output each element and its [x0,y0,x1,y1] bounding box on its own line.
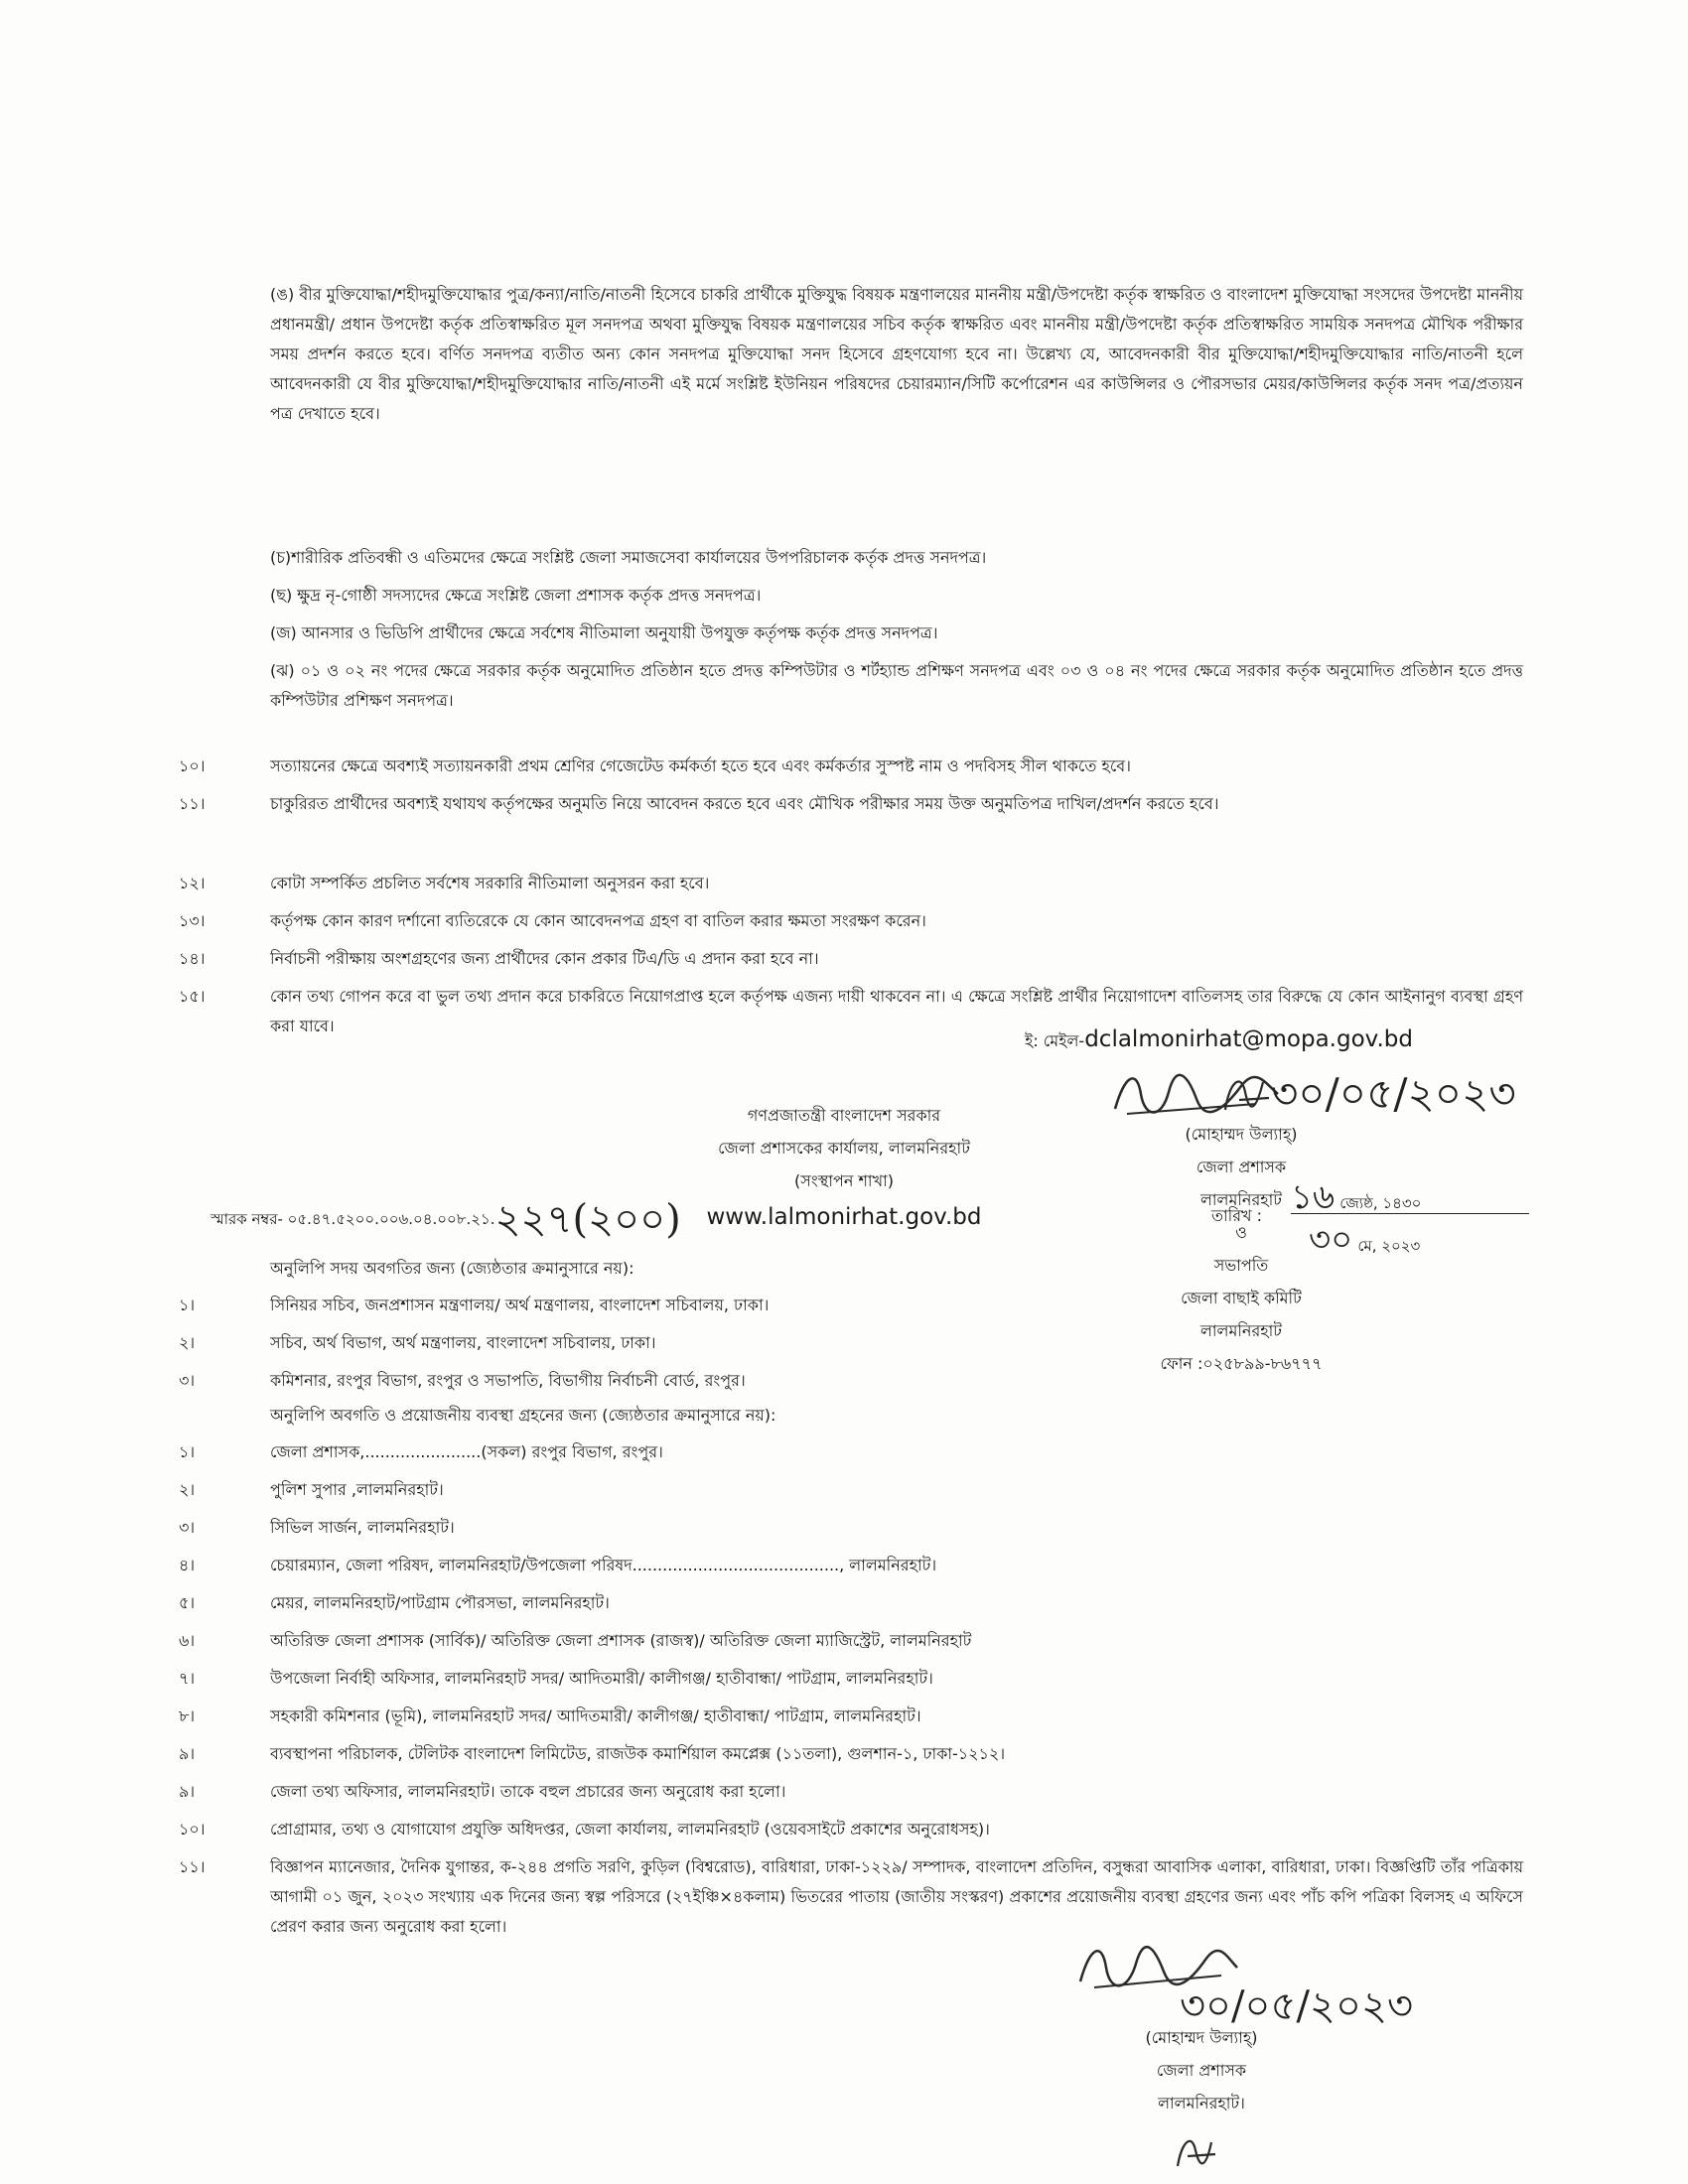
item-text: অতিরিক্ত জেলা প্রশাসক (সার্বিক)/ অতিরিক্ত জেলা প্রশাসক (রাজস্ব)/ অতিরিক্ত জেলা ম্যাজিস্ট্রেট, লালমনিরহাট [270,1631,972,1650]
item-text: সহকারী কমিশনার (ভূমি), লালমনিরহাট সদর/ আদিতমারী/ কালীগঞ্জ/ হাতীবান্ধা/ পাটগ্রাম, লালমনিরহাট। [270,1706,921,1725]
item-number: ১৫। [179,987,206,1006]
signature-handwritten-date: ৩০/০৫/২০২৩ [1271,1069,1516,1118]
item-text: নির্বাচনী পরীক্ষায় অংশগ্রহণের জন্য প্রার্থীদের কোন প্রকার টিএ/ডি এ প্রদান করা হবে না। [270,949,819,968]
office-website: www.lalmonirhat.gov.bd [706,1204,982,1230]
signatory-committee: জেলা বাছাই কমিটি [1181,1289,1302,1307]
item-text: চাকুরিরত প্রার্থীদের অবশ্যই যথাযথ কর্তৃপক্ষের অনুমতি নিয়ে আবেদন করতে হবে এবং মৌখিক পরীক্ষার সময় উক্ত অনুমতিপত্র দাখিল/প্রদর্শন করতে হবে। [270,794,1219,813]
clause-nya: (ঝ) ০১ ও ০২ নং পদের ক্ষেত্রে সরকার কর্তৃক অনুমোদিত প্রতিষ্ঠান হতে প্রদত্ত কম্পিউটার ও শর্টহ্যান্ড প্রশিক্ষণ সনদপত্র এবং ০৩ ও ০৪ নং পদের ক্ষেত্রে সরকার কর্তৃক অনুমোদিত প্রতিষ্ঠান হতে প্রদত্ত কম্পিউটার প্রশিক্ষণ সনদপত্র। [270,661,1523,710]
office-section: (সংস্থাপন শাখা) [794,1171,894,1190]
item-number: ৩। [179,1518,196,1537]
item-number: ১৪। [179,949,206,968]
date-en-day: ৩০ [1309,1220,1353,1260]
govt-name: গণপ্রজাতন্ত্রী বাংলাদেশ সরকার [747,1106,941,1125]
signatory-conjunction: ও [1235,1223,1247,1242]
item-text: কর্তৃপক্ষ কোন কারণ দর্শানো ব্যতিরেকে যে কোন আবেদনপত্র গ্রহণ বা বাতিল করার ক্ষমতা সংরক্ষণ করেন। [270,911,926,930]
date-bn-month: জ্যেষ্ঠ, ১৪৩০ [1339,1194,1422,1212]
clause-ja: (ছ) ক্ষুদ্র নৃ-গোষ্ঠী সদস্যদের ক্ষেত্রে সংশ্লিষ্ট জেলা প্রশাসক কর্তৃক প্রদত্ত সনদপত্র। [270,586,762,605]
email-line [1025,1020,1561,1061]
item-number: ২। [179,1333,196,1352]
signatory-phone: ফোন :০২৫৮৯৯-৮৬৭৭৭ [1160,1354,1323,1373]
signatory-name: (মোহাম্মদ উল্যাহ্) [1185,1125,1298,1144]
item-text: মেয়র, লালমনিরহাট/পাটগ্রাম পৌরসভা, লালমনিরহাট। [270,1593,610,1612]
date-block [1291,1171,1529,1260]
item-text: জেলা প্রশাসক,.......................(সকল) রংপুর বিভাগ, রংপুর। [270,1442,663,1461]
item-text: কমিশনার, রংপুর বিভাগ, রংপুর ও সভাপতি, বিভাগীয় নির্বাচনী বোর্ড, রংপুর। [270,1371,746,1390]
date-label: তারিখ : [1211,1206,1263,1225]
email-label: ই: মেইল- [1025,1031,1085,1050]
item-text: কোন তথ্য গোপন করে বা ভুল তথ্য প্রদান করে চাকরিতে নিয়োগপ্রাপ্ত হলে কর্তৃপক্ষ এজন্য দায়ী থাকবেন না। এ ক্ষেত্রে সংশ্লিষ্ট প্রার্থীর নিয়োগাদেশ বাতিলসহ তার বিরুদ্ধে যে কোন আইনানুগ ব্যবস্থা গ্রহণ করা যাবে। [270,987,1523,1035]
signatory-district-2: লালমনিরহাট। [1158,2094,1245,2113]
item-text: বিজ্ঞাপন ম্যানেজার, দৈনিক যুগান্তর, ক-২৪৪ প্রগতি সরণি, কুড়িল (বিশ্বরোড), বারিধারা, ঢাকা-১২২৯/ সম্পাদক, বাংলাদেশ প্রতিদিন, বসুন্ধরা আবাসিক এলাকা, বারিধারা, ঢাকা। বিজ্ঞপ্তিটি তাঁর পত্রিকায় আগামী ০১ জুন, ২০২৩ সংখ্যায় এক দিনের জন্য স্বল্প পরিসরে (২৭ইঞ্চি×৪কলাম) ভিতরের পাতায় (জাতীয় সংস্করণ) প্রকাশের প্রয়োজনীয় ব্যবস্থা গ্রহণের জন্য এবং পাঁচ কপি পত্রিকা বিলসহ এ অফিসে প্রেরণ করার জন্য অনুরোধ করা হলো। [270,1857,1523,1936]
memo-number-label: স্মারক নম্বর- ০৫.৪৭.৫২০০.০০৬.০৪.০০৮.২১. [211,1210,495,1228]
date-bn-day: ১৬ [1291,1177,1336,1217]
item-number: ১১। [179,1857,206,1876]
item-text: সত্যায়নের ক্ষেত্রে অবশ্যই সত্যায়নকারী প্রথম শ্রেণির গেজেটেড কর্মকর্তা হতে হবে এবং কর্মকর্তার সুস্পষ্ট নাম ও পদবিসহ সীল থাকতে হবে। [270,756,1131,775]
item-number: ১০। [179,1820,206,1839]
memo-handwritten-number: ২২৭(২০০) [494,1196,681,1243]
signatory-designation-2: জেলা প্রশাসক [1156,2061,1247,2080]
item-number: ৫। [179,1593,196,1612]
item-number: ১। [179,1296,196,1314]
signatory-name-2: (মোহাম্মদ উল্যাহ্) [1145,2028,1258,2047]
copy-action-heading: অনুলিপি অবগতি ও প্রয়োজনীয় ব্যবস্থা গ্রহনের জন্য (জ্যেষ্ঠতার ক্রমানুসারে নয়): [270,1406,776,1425]
item-number: ৭। [179,1669,196,1688]
item-number: ৯। [179,1782,196,1801]
clause-cha: (ঙ) বীর মুক্তিযোদ্ধা/শহীদমুক্তিযোদ্ধার পুত্র/কন্যা/নাতি/নাতনী হিসেবে চাকরি প্রার্থীকে মুক্তিযুদ্ধ বিষয়ক মন্ত্রণালয়ের মাননীয় মন্ত্রী/উপদেষ্টা কর্তৃক স্বাক্ষরিত ও বাংলাদেশ মুক্তিযোদ্ধা সংসদের উপদেষ্টা মাননীয় প্রধানমন্ত্রী/ প্রধান উপদেষ্টা কর্তৃক প্রতিস্বাক্ষরিত মূল সনদপত্র অথবা মুক্তিযুদ্ধ বিষয়ক মন্ত্রণালয়ের সচিব কর্তৃক স্বাক্ষরিত এবং মাননীয় মন্ত্রী/উপদেষ্টা কর্তৃক প্রতিস্বাক্ষরিত সাময়িক সনদপত্র মৌখিক পরীক্ষার সময় প্রদর্শন করতে হবে। বর্ণিত সনদপত্র ব্যতীত অন্য কোন সনদপত্র মুক্তিযোদ্ধা সনদ হিসেবে গ্রহণযোগ্য হবে না। উল্লেখ্য যে, আবেদনকারী বীর মুক্তিযোদ্ধা/শহীদমুক্তিযোদ্ধার নাতি/নাতনী হলে আবেদনকারী যে বীর মুক্তিযোদ্ধা/শহীদমুক্তিযোদ্ধার নাতি/নাতনী এই মর্মে সংশ্লিষ্ট ইউনিয়ন পরিষদের চেয়ারম্যান/সিটি কর্পোরেশন এর কাউন্সিলর ও পৌরসভার মেয়র/কাউন্সিলর কর্তৃক সনদ পত্র/প্রত্যয়ন পত্র দেখাতে হবে। [270,285,1523,423]
item-text: উপজেলা নির্বাহী অফিসার, লালমনিরহাট সদর/ আদিতমারী/ কালীগঞ্জ/ হাতীবান্ধা/ পাটগ্রাম, লালমনিরহাট। [270,1669,933,1688]
item-number: ৮। [179,1706,196,1725]
signature-handwritten-date-2: ৩০/০৫/২০২৩ [1180,1983,1413,2029]
item-number: ৯। [179,1744,196,1763]
item-number: ৪। [179,1556,196,1574]
item-number: ১২। [179,874,206,892]
item-number: ১০। [179,756,206,775]
item-number: ৩। [179,1371,196,1390]
clause-chha: (চ)শারীরিক প্রতিবন্ধী ও এতিমদের ক্ষেত্রে সংশ্লিষ্ট জেলা সমাজসেবা কার্যালয়ের উপপরিচালক কর্তৃক প্রদত্ত সনদপত্র। [270,548,987,567]
item-number: ১৩। [179,911,206,930]
memo-line [211,1194,681,1245]
item-number: ১। [179,1442,196,1461]
initials-mark [1219,1062,1275,1118]
date-en-month: মে, ২০২৩ [1357,1237,1421,1255]
signatory-designation: জেলা প্রশাসক [1196,1158,1287,1176]
item-number: ২। [179,1480,196,1499]
copy-info-heading: অনুলিপি সদয় অবগতির জন্য (জ্যেষ্ঠতার ক্রমানুসারে নয়): [270,1259,634,1278]
item-text: সিভিল সার্জন, লালমনিরহাট। [270,1518,455,1537]
signatory-role: সভাপতি [1213,1256,1269,1275]
item-text: প্রোগ্রামার, তথ্য ও যোগাযোগ প্রযুক্তি অধিদপ্তর, জেলা কার্যালয়, লালমনিরহাট (ওয়েবসাইটে প্রকাশের অনুরোধসহ)। [270,1820,990,1839]
item-text: পুলিশ সুপার ,লালমনিরহাট। [270,1480,444,1499]
signatory-district: লালমনিরহাট [1199,1190,1283,1209]
email-address: dclalmonirhat@mopa.gov.bd [1084,1026,1413,1052]
item-text: সিনিয়র সচিব, জনপ্রশাসন মন্ত্রণালয়/ অর্থ মন্ত্রণালয়, বাংলাদেশ সচিবালয়, ঢাকা। [270,1296,770,1314]
clause-jha: (জ) আনসার ও ভিডিপি প্রার্থীদের ক্ষেত্রে সর্বশেষ নীতিমালা অনুযায়ী উপযুক্ত কর্তৃপক্ষ কর্তৃক প্রদত্ত সনদপত্র। [270,623,938,642]
office-name: জেলা প্রশাসকের কার্যালয়, লালমনিরহাট [718,1139,970,1158]
item-text: চেয়ারম্যান, জেলা পরিষদ, লালমনিরহাট/উপজেলা পরিষদ........................................., লালমনিরহাট। [270,1556,937,1574]
item-text: ব্যবস্থাপনা পরিচালক, টেলিটক বাংলাদেশ লিমিটেড, রাজউক কমার্শিয়াল কমপ্লেক্স (১১তলা), গুলশান-১, ঢাকা-১২১২। [270,1744,1006,1763]
item-number: ১১। [179,794,206,813]
item-text: কোটা সম্পর্কিত প্রচলিত সর্বশেষ সরকারি নীতিমালা অনুসরন করা হবে। [270,874,710,892]
item-text: জেলা তথ্য অফিসার, লালমনিরহাট। তাকে বহুল প্রচারের জন্য অনুরোধ করা হলো। [270,1782,786,1801]
signatory-committee-district: লালমনিরহাট [1199,1321,1283,1340]
item-text: সচিব, অর্থ বিভাগ, অর্থ মন্ত্রণালয়, বাংলাদেশ সচিবালয়, ঢাকা। [270,1333,656,1352]
initials-mark-2 [1172,2124,1221,2174]
signature-block-2 [1072,2021,1331,2119]
item-number: ৬। [179,1631,196,1650]
